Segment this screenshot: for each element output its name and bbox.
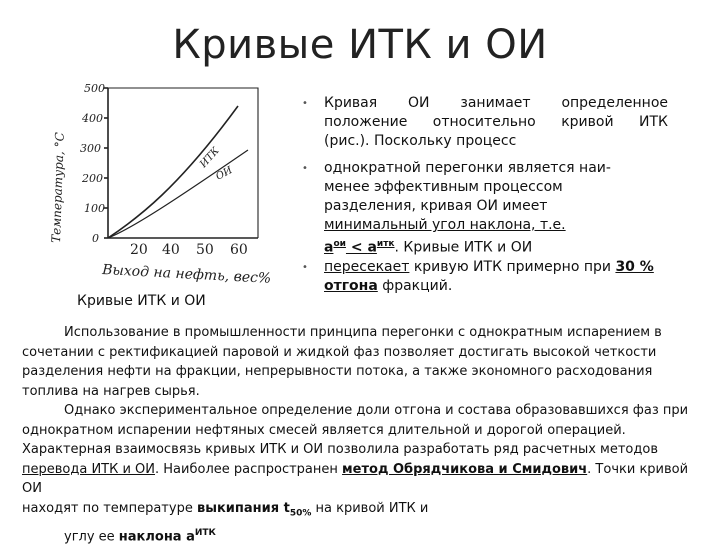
paragraph-line [22,524,700,546]
bullet-text: положение относительно кривой ИТК [324,114,668,130]
bullet-text-after: . Кривые ИТК и ОИ [394,239,533,256]
x-axis-label: Выход на нефть, вес% [101,262,272,287]
a-oi: а [324,239,334,256]
y-tick-200: 200 [82,172,103,185]
subscript: 50% [289,508,312,519]
bullet-text-mid: кривую ИТК примерно при [409,258,616,275]
a-itk: а [367,239,377,256]
y-tick-400: 400 [82,112,103,125]
bullet-text: однократной перегонки является наи- [324,160,611,176]
paragraph-line: разделения нефти на фракции, непрерывности потока, а также экономного расходования [22,364,653,379]
bullet-text: разделения, кривая ОИ имеет [324,198,548,214]
bullet-list [302,94,668,296]
underlined-word: отгона [324,277,378,294]
bullet-text: менее эффективным процессом [324,179,563,195]
bullet-text: минимальный угол наклона, т.е. [324,217,566,233]
bullet-text-rest: фракций. [377,277,453,294]
bold-term: наклона а [118,528,195,544]
paragraph-line [22,460,700,499]
slide-title: Кривые ИТК и ОИ [172,22,548,68]
bullet-item-3 [302,258,668,296]
bullet-dot-icon: • [302,261,308,273]
paragraph-1 [22,323,700,401]
curve-itk-label: ИТК [198,145,222,171]
x-tick-60: 60 [230,242,248,258]
bullet-text-ratio [324,235,668,258]
curve-oi-label: ОИ [214,164,235,183]
bullet-text: (рис.). Поскольку процесс [324,133,517,149]
paragraph-line [22,499,700,524]
text-span: углу ее [64,528,119,544]
text-span: . Точки кривой ОИ [22,461,689,496]
bullet-dot-icon: • [302,98,308,109]
bold-term: выкипания t [196,500,290,516]
figure-caption: Кривые ИТК и ОИ [77,293,206,309]
curve-oi [108,150,248,238]
graph-svg [38,78,300,288]
x-tick-50: 50 [196,242,214,258]
y-tick-100: 100 [84,202,105,215]
paragraph-line: сочетании с ректификацией паровой и жидкой фаз позволяет достигать высокой четкости [22,344,657,360]
paragraph-line: Однако экспериментальное определение доли отгона и состава образовавшихся фаз при [64,403,689,418]
bullet-item-1 [302,94,668,151]
y-tick-300: 300 [80,142,101,155]
bullet-dot-icon: • [302,163,308,174]
underlined-phrase: перевода ИТК и ОИ [22,461,156,477]
underlined-word: пересекает [324,258,410,275]
paragraph-2 [22,401,700,546]
percent-value: 30 % [615,258,654,275]
a-itk-sup: итк [376,239,395,249]
text-span: находят по температуре [22,500,197,516]
paragraph-line: Характерная взаимосвязь кривых ИТК и ОИ позволила разработать ряд расчетных методов [22,442,658,457]
bullet-text: Кривая ОИ занимает определенное [324,95,668,111]
bullet-text [324,277,668,296]
method-name: метод Обрядчикова и Смидович [342,461,588,477]
a-oi-sup: ои [333,239,346,249]
x-tick-20: 20 [130,242,148,258]
superscript: ИТК [194,527,216,538]
text-span: . Наиболее распространен [155,461,343,477]
paragraph-line: однократном испарении нефтяных смесей является длительной и дорогой операцией. [22,422,626,438]
y-tick-500: 500 [84,82,105,95]
paragraph-line: Использование в промышленности принципа перегонки с однократным испарением в [64,325,662,340]
bullet-text [324,258,668,277]
bullet-item-2 [302,159,668,258]
paragraph-line: топлива на нагрев сырья. [22,383,200,399]
lt-sign: < [345,239,368,256]
x-tick-40: 40 [162,242,180,258]
y-axis-label: Температура, °С [49,131,67,244]
text-span: на кривой ИТК и [311,500,429,516]
y-tick-0: 0 [92,232,99,245]
itk-oi-graph [38,78,300,288]
